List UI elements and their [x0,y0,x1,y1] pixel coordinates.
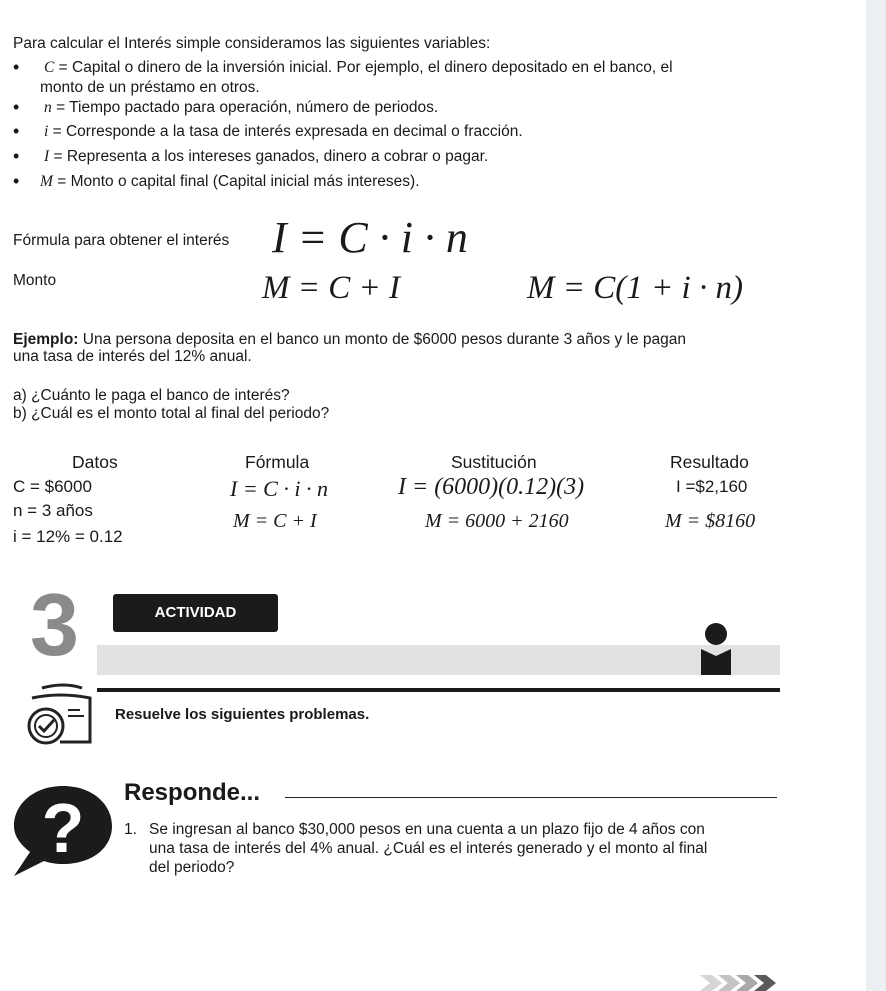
sustitucion-monto: M = 6000 + 2160 [425,510,569,532]
question-a: a) ¿Cuánto le paga el banco de interés? [13,387,290,404]
variable-desc: = Corresponde a la tasa de interés expresada en decimal o fracción. [52,123,523,140]
example-line2: una tasa de interés del 12% anual. [13,348,252,365]
responde-underline [285,797,777,798]
section-divider [97,688,780,692]
table-header-sustitucion: Sustitución [451,452,537,472]
table-header-datos: Datos [72,452,118,472]
problem-number: 1. [124,821,137,838]
problem-line-1: Se ingresan al banco $30,000 pesos en una cuenta a un plazo fijo de 4 años con [149,821,705,838]
bullet: • [13,57,20,77]
formula-interest: I = C · i · n [272,213,468,262]
resultado-monto: M = $8160 [665,510,756,532]
variable-desc: = Capital o dinero de la inversión inicial. Por ejemplo, el dinero depositado en el banco, el [58,59,673,76]
resultado-interest: I =$2,160 [676,477,748,496]
datos-tiempo: n = 3 años [13,501,93,520]
variable-item-tasa [44,122,523,141]
activity-number: 3 [30,575,79,674]
variable-desc: = Monto o capital final (Capital inicial más intereses). [57,173,420,190]
table-header-resultado: Resultado [670,452,749,472]
next-arrows-icon [700,972,780,991]
intro-text: Para calcular el Interés simple consideramos las siguientes variables: [13,35,491,52]
variable-item-intereses [44,147,488,166]
svg-text:?: ? [41,789,85,867]
formula-interest-small: I = C · i · n [230,476,328,501]
variable-symbol: I [44,148,50,165]
formula-label: Fórmula para obtener el interés [13,232,230,249]
bullet: • [13,97,20,117]
person-icon [698,620,734,676]
activity-instruction: Resuelve los siguientes problemas. [115,706,370,723]
formula-monto-alt: M = C(1 + i · n) [527,270,743,306]
variable-symbol: i [44,123,49,140]
datos-capital: C = $6000 [13,477,92,496]
bullet: • [13,146,20,166]
variable-item-tiempo [44,98,438,117]
responde-title: Responde... [124,779,261,806]
table-header-formula: Fórmula [245,452,310,472]
variable-symbol: C [44,59,55,76]
right-scroll-gutter [866,0,886,991]
variable-item-monto [40,172,420,191]
variable-desc: = Representa a los intereses ganados, dinero a cobrar o pagar. [53,148,489,165]
activity-label: ACTIVIDAD [113,594,278,632]
problem-line-3: del periodo? [149,859,235,876]
checklist-book-icon [20,680,102,746]
formula-monto: M = C + I [262,270,401,306]
bullet: • [13,121,20,141]
problem-line-2: una tasa de interés del 4% anual. ¿Cuál es el interés generado y el monto al final [149,840,708,857]
question-b: b) ¿Cuál es el monto total al final del periodo? [13,405,330,422]
bullet: • [13,171,20,191]
example-bold: Ejemplo: [13,331,79,348]
variable-symbol: M [40,173,53,190]
datos-tasa: i = 12% = 0.12 [13,527,123,546]
variable-item-capital [44,58,673,77]
example-text: Una persona deposita en el banco un monto de $6000 pesos durante 3 años y le pagan [78,331,686,348]
question-bubble-icon [10,782,116,880]
variable-desc-cont: monto de un préstamo en otros. [40,79,260,96]
variable-symbol: n [44,99,52,116]
variable-desc: = Tiempo pactado para operación, número de periodos. [56,99,439,116]
sustitucion-interest: I = (6000)(0.12)(3) [398,474,585,500]
monto-label: Monto [13,272,57,289]
activity-gray-band [97,645,780,675]
formula-monto-small: M = C + I [233,510,317,532]
